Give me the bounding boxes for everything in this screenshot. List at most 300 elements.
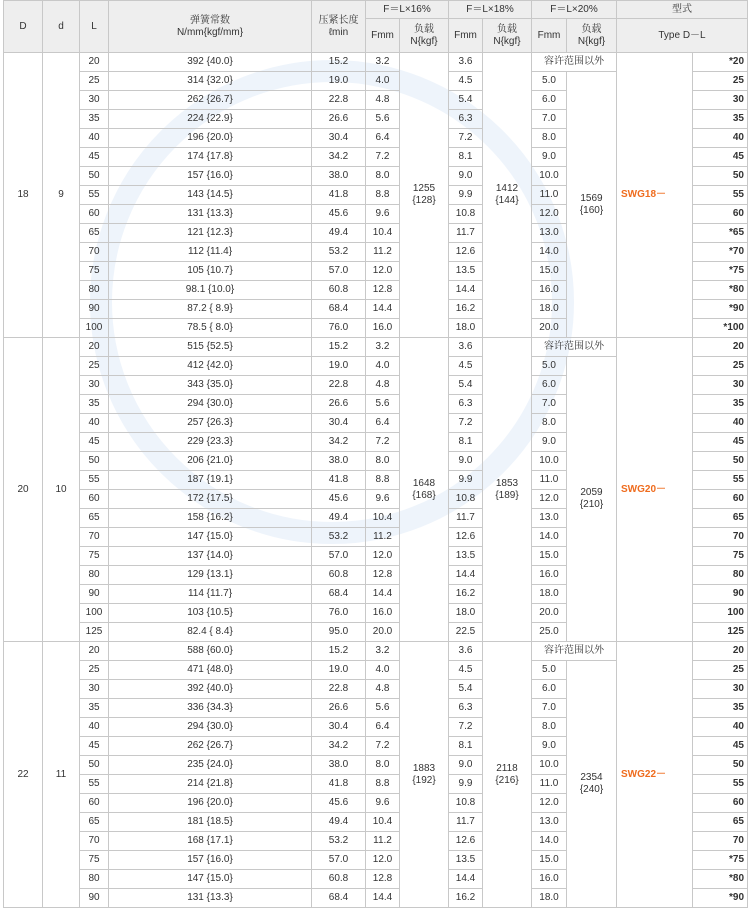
cell-fmm20: 6.0 xyxy=(532,91,567,110)
col-d-header: d xyxy=(43,1,80,53)
cell-fmm16: 10.4 xyxy=(366,813,400,832)
cell-fmm20: 10.0 xyxy=(532,756,567,775)
cell-d: 10 xyxy=(43,338,80,642)
cell-type: 50 xyxy=(693,167,748,186)
cell-L: 75 xyxy=(80,547,109,566)
cell-fmm16: 12.8 xyxy=(366,566,400,585)
cell-L: 45 xyxy=(80,148,109,167)
cell-compressed-length: 60.8 xyxy=(312,870,366,889)
cell-compressed-length: 26.6 xyxy=(312,699,366,718)
cell-spring-constant: 105 {10.7} xyxy=(109,262,312,281)
cell-spring-constant: 129 {13.1} xyxy=(109,566,312,585)
cell-fmm16: 9.6 xyxy=(366,490,400,509)
cell-type: *80 xyxy=(693,870,748,889)
cell-fmm16: 4.0 xyxy=(366,357,400,376)
cell-spring-constant: 588 {60.0} xyxy=(109,642,312,661)
cell-fmm20: 16.0 xyxy=(532,566,567,585)
cell-fmm20: 7.0 xyxy=(532,110,567,129)
compressed-length-symbol: ℓmin xyxy=(328,26,349,38)
cell-type: 70 xyxy=(693,528,748,547)
cell-type: 40 xyxy=(693,718,748,737)
cell-model: SWG20－ xyxy=(617,338,693,642)
cell-fmm18: 8.1 xyxy=(449,737,483,756)
cell-type: 60 xyxy=(693,490,748,509)
cell-spring-constant: 412 {42.0} xyxy=(109,357,312,376)
cell-fmm18: 22.5 xyxy=(449,623,483,642)
cell-fmm16: 4.8 xyxy=(366,376,400,395)
cell-spring-constant: 206 {21.0} xyxy=(109,452,312,471)
cell-compressed-length: 15.2 xyxy=(312,53,366,72)
cell-fmm18: 10.8 xyxy=(449,205,483,224)
cell-L: 25 xyxy=(80,661,109,680)
cell-L: 50 xyxy=(80,167,109,186)
cell-L: 35 xyxy=(80,395,109,414)
cell-fmm18: 9.9 xyxy=(449,775,483,794)
cell-fmm20: 9.0 xyxy=(532,433,567,452)
cell-spring-constant: 229 {23.3} xyxy=(109,433,312,452)
cell-fmm18: 10.8 xyxy=(449,794,483,813)
cell-load16 xyxy=(400,53,449,338)
cell-fmm18: 6.3 xyxy=(449,395,483,414)
cell-fmm18: 7.2 xyxy=(449,414,483,433)
cell-L: 45 xyxy=(80,737,109,756)
cell-compressed-length: 15.2 xyxy=(312,642,366,661)
cell-load20 xyxy=(567,72,617,338)
cell-fmm18: 4.5 xyxy=(449,72,483,91)
cell-L: 20 xyxy=(80,642,109,661)
cell-type: *20 xyxy=(693,53,748,72)
cell-L: 125 xyxy=(80,623,109,642)
cell-spring-constant: 174 {17.8} xyxy=(109,148,312,167)
cell-fmm20: 7.0 xyxy=(532,395,567,414)
cell-L: 90 xyxy=(80,889,109,908)
cell-spring-constant: 196 {20.0} xyxy=(109,794,312,813)
cell-fmm20: 11.0 xyxy=(532,471,567,490)
cell-fmm16: 12.0 xyxy=(366,547,400,566)
cell-compressed-length: 34.2 xyxy=(312,737,366,756)
cell-L: 35 xyxy=(80,699,109,718)
col-f18-header: F＝L×18% xyxy=(449,1,532,19)
col-D-header: D xyxy=(4,1,43,53)
cell-load18 xyxy=(483,53,532,338)
cell-fmm20: 12.0 xyxy=(532,794,567,813)
cell-spring-constant: 336 {34.3} xyxy=(109,699,312,718)
load20-header xyxy=(567,19,617,53)
cell-type: 40 xyxy=(693,129,748,148)
cell-compressed-length: 45.6 xyxy=(312,205,366,224)
cell-compressed-length: 41.8 xyxy=(312,775,366,794)
cell-fmm18: 14.4 xyxy=(449,281,483,300)
cell-L: 80 xyxy=(80,870,109,889)
cell-L: 65 xyxy=(80,224,109,243)
cell-spring-constant: 78.5 { 8.0} xyxy=(109,319,312,338)
cell-fmm20: 6.0 xyxy=(532,376,567,395)
cell-fmm16: 9.6 xyxy=(366,205,400,224)
load16-kgf: {128} xyxy=(412,195,436,206)
load20-title: 负载 xyxy=(581,23,602,35)
load18-kgf: {216} xyxy=(495,774,519,786)
cell-fmm18: 9.0 xyxy=(449,167,483,186)
cell-out-of-range: 容许范围以外 xyxy=(532,338,617,357)
cell-type: *80 xyxy=(693,281,748,300)
cell-fmm18: 13.5 xyxy=(449,262,483,281)
cell-compressed-length: 49.4 xyxy=(312,813,366,832)
cell-compressed-length: 57.0 xyxy=(312,547,366,566)
cell-type: 40 xyxy=(693,414,748,433)
cell-spring-constant: 392 {40.0} xyxy=(109,680,312,699)
fmm16-header: Fmm xyxy=(366,19,400,53)
cell-fmm18: 18.0 xyxy=(449,604,483,623)
cell-spring-constant: 103 {10.5} xyxy=(109,604,312,623)
load18-header xyxy=(483,19,532,53)
load16-kgf: {192} xyxy=(412,774,436,786)
cell-type: 20 xyxy=(693,338,748,357)
col-f20-header: F＝L×20% xyxy=(532,1,617,19)
load18-title: 负载 xyxy=(497,23,517,35)
cell-fmm20: 9.0 xyxy=(532,148,567,167)
cell-load18 xyxy=(483,642,532,908)
cell-spring-constant: 294 {30.0} xyxy=(109,718,312,737)
cell-L: 20 xyxy=(80,53,109,72)
cell-compressed-length: 49.4 xyxy=(312,509,366,528)
cell-spring-constant: 114 {11.7} xyxy=(109,585,312,604)
cell-fmm20: 5.0 xyxy=(532,357,567,376)
cell-type: 35 xyxy=(693,110,748,129)
cell-fmm18: 12.6 xyxy=(449,528,483,547)
cell-L: 50 xyxy=(80,756,109,775)
cell-spring-constant: 196 {20.0} xyxy=(109,129,312,148)
cell-compressed-length: 19.0 xyxy=(312,661,366,680)
type-subheader: Type D－L xyxy=(617,19,748,53)
cell-compressed-length: 30.4 xyxy=(312,129,366,148)
cell-fmm20: 14.0 xyxy=(532,243,567,262)
load18-value: 1412 xyxy=(495,183,519,194)
cell-type: 90 xyxy=(693,585,748,604)
cell-spring-constant: 158 {16.2} xyxy=(109,509,312,528)
cell-fmm16: 4.8 xyxy=(366,91,400,110)
cell-type: 50 xyxy=(693,756,748,775)
cell-out-of-range: 容许范围以外 xyxy=(532,53,617,72)
cell-spring-constant: 172 {17.5} xyxy=(109,490,312,509)
cell-fmm16: 7.2 xyxy=(366,433,400,452)
cell-spring-constant: 168 {17.1} xyxy=(109,832,312,851)
load20-value: 1569 xyxy=(580,192,603,204)
cell-fmm20: 8.0 xyxy=(532,718,567,737)
cell-fmm18: 6.3 xyxy=(449,699,483,718)
cell-fmm20: 25.0 xyxy=(532,623,567,642)
cell-L: 75 xyxy=(80,262,109,281)
cell-fmm18: 5.4 xyxy=(449,680,483,699)
cell-fmm18: 9.9 xyxy=(449,471,483,490)
cell-fmm20: 6.0 xyxy=(532,680,567,699)
cell-type: 80 xyxy=(693,566,748,585)
cell-fmm18: 5.4 xyxy=(449,91,483,110)
cell-L: 70 xyxy=(80,528,109,547)
cell-fmm16: 12.8 xyxy=(366,870,400,889)
cell-compressed-length: 22.8 xyxy=(312,680,366,699)
table-row xyxy=(4,53,748,72)
cell-L: 40 xyxy=(80,414,109,433)
cell-fmm20: 15.0 xyxy=(532,547,567,566)
cell-spring-constant: 187 {19.1} xyxy=(109,471,312,490)
cell-L: 35 xyxy=(80,110,109,129)
cell-type: 30 xyxy=(693,376,748,395)
cell-fmm16: 3.2 xyxy=(366,53,400,72)
cell-type: 50 xyxy=(693,452,748,471)
cell-type: 70 xyxy=(693,832,748,851)
cell-fmm16: 6.4 xyxy=(366,414,400,433)
cell-fmm20: 15.0 xyxy=(532,851,567,870)
cell-fmm18: 11.7 xyxy=(449,224,483,243)
cell-fmm18: 8.1 xyxy=(449,433,483,452)
cell-fmm20: 10.0 xyxy=(532,167,567,186)
cell-L: 80 xyxy=(80,281,109,300)
cell-fmm20: 11.0 xyxy=(532,775,567,794)
cell-fmm18: 12.6 xyxy=(449,832,483,851)
cell-compressed-length: 41.8 xyxy=(312,471,366,490)
cell-fmm18: 7.2 xyxy=(449,718,483,737)
load16-header xyxy=(400,19,449,53)
cell-L: 50 xyxy=(80,452,109,471)
cell-fmm16: 11.2 xyxy=(366,243,400,262)
load16-value: 1255 xyxy=(412,183,436,194)
cell-fmm16: 6.4 xyxy=(366,129,400,148)
cell-fmm20: 18.0 xyxy=(532,585,567,604)
cell-fmm18: 3.6 xyxy=(449,338,483,357)
cell-compressed-length: 57.0 xyxy=(312,851,366,870)
load18-unit: N{kgf} xyxy=(493,35,521,47)
cell-compressed-length: 30.4 xyxy=(312,718,366,737)
cell-type: 65 xyxy=(693,509,748,528)
cell-fmm18: 14.4 xyxy=(449,566,483,585)
load20-value: 2059 xyxy=(580,487,603,498)
cell-type: 25 xyxy=(693,72,748,91)
cell-fmm20: 5.0 xyxy=(532,661,567,680)
cell-fmm18: 3.6 xyxy=(449,53,483,72)
load16-kgf: {168} xyxy=(412,489,436,501)
cell-type: *90 xyxy=(693,300,748,319)
col-type-header: 型式 xyxy=(617,1,748,19)
table-row xyxy=(4,642,748,661)
cell-fmm20: 14.0 xyxy=(532,832,567,851)
cell-fmm16: 12.0 xyxy=(366,262,400,281)
cell-compressed-length: 53.2 xyxy=(312,528,366,547)
cell-compressed-length: 38.0 xyxy=(312,167,366,186)
cell-L: 30 xyxy=(80,680,109,699)
cell-compressed-length: 22.8 xyxy=(312,91,366,110)
cell-spring-constant: 224 {22.9} xyxy=(109,110,312,129)
cell-L: 55 xyxy=(80,186,109,205)
cell-fmm20: 13.0 xyxy=(532,509,567,528)
cell-spring-constant: 147 {15.0} xyxy=(109,528,312,547)
spec-table-body xyxy=(4,53,748,908)
cell-compressed-length: 53.2 xyxy=(312,832,366,851)
cell-L: 70 xyxy=(80,243,109,262)
cell-L: 60 xyxy=(80,490,109,509)
load16-unit: N{kgf} xyxy=(410,35,438,47)
cell-type: 35 xyxy=(693,395,748,414)
cell-fmm18: 9.0 xyxy=(449,452,483,471)
cell-type: 55 xyxy=(693,471,748,490)
cell-fmm20: 8.0 xyxy=(532,129,567,148)
cell-fmm20: 7.0 xyxy=(532,699,567,718)
cell-compressed-length: 76.0 xyxy=(312,319,366,338)
cell-type: 30 xyxy=(693,680,748,699)
cell-D: 18 xyxy=(4,53,43,338)
cell-type: 100 xyxy=(693,604,748,623)
load18-value: 1853 xyxy=(495,477,519,489)
cell-fmm20: 13.0 xyxy=(532,224,567,243)
col-spring-constant-header xyxy=(109,1,312,53)
cell-compressed-length: 34.2 xyxy=(312,148,366,167)
cell-compressed-length: 60.8 xyxy=(312,566,366,585)
cell-D: 20 xyxy=(4,338,43,642)
cell-L: 90 xyxy=(80,300,109,319)
load20-kgf: {160} xyxy=(579,204,604,216)
col-compressed-length-header xyxy=(312,1,366,53)
cell-fmm16: 10.4 xyxy=(366,509,400,528)
cell-L: 100 xyxy=(80,319,109,338)
cell-type: *75 xyxy=(693,262,748,281)
cell-L: 55 xyxy=(80,775,109,794)
cell-fmm16: 7.2 xyxy=(366,737,400,756)
cell-compressed-length: 53.2 xyxy=(312,243,366,262)
cell-fmm16: 5.6 xyxy=(366,699,400,718)
cell-spring-constant: 515 {52.5} xyxy=(109,338,312,357)
spring-constant-unit: N/mm{kgf/mm} xyxy=(176,26,244,38)
cell-fmm16: 8.8 xyxy=(366,775,400,794)
load18-kgf: {144} xyxy=(495,195,519,206)
cell-L: 40 xyxy=(80,718,109,737)
cell-type: *75 xyxy=(693,851,748,870)
cell-spring-constant: 157 {16.0} xyxy=(109,851,312,870)
load20-value: 2354 xyxy=(580,772,603,783)
cell-D: 22 xyxy=(4,642,43,908)
cell-fmm18: 10.8 xyxy=(449,490,483,509)
cell-fmm16: 10.4 xyxy=(366,224,400,243)
cell-fmm18: 13.5 xyxy=(449,547,483,566)
cell-type: 55 xyxy=(693,186,748,205)
cell-L: 75 xyxy=(80,851,109,870)
cell-compressed-length: 68.4 xyxy=(312,300,366,319)
cell-fmm18: 16.2 xyxy=(449,889,483,908)
cell-type: 60 xyxy=(693,794,748,813)
cell-fmm18: 18.0 xyxy=(449,319,483,338)
cell-fmm20: 20.0 xyxy=(532,319,567,338)
cell-fmm16: 4.0 xyxy=(366,661,400,680)
cell-model: SWG18－ xyxy=(617,53,693,338)
cell-fmm16: 14.4 xyxy=(366,889,400,908)
cell-fmm20: 18.0 xyxy=(532,889,567,908)
cell-L: 65 xyxy=(80,813,109,832)
spring-spec-table xyxy=(3,0,748,908)
cell-spring-constant: 131 {13.3} xyxy=(109,205,312,224)
cell-fmm20: 18.0 xyxy=(532,300,567,319)
cell-fmm20: 11.0 xyxy=(532,186,567,205)
cell-fmm18: 7.2 xyxy=(449,129,483,148)
cell-fmm16: 4.0 xyxy=(366,72,400,91)
cell-fmm16: 11.2 xyxy=(366,528,400,547)
cell-fmm16: 9.6 xyxy=(366,794,400,813)
cell-fmm20: 12.0 xyxy=(532,205,567,224)
cell-spring-constant: 157 {16.0} xyxy=(109,167,312,186)
cell-fmm16: 20.0 xyxy=(366,623,400,642)
load18-value: 2118 xyxy=(496,762,518,774)
cell-fmm16: 11.2 xyxy=(366,832,400,851)
cell-fmm16: 16.0 xyxy=(366,604,400,623)
cell-type: *90 xyxy=(693,889,748,908)
cell-compressed-length: 76.0 xyxy=(312,604,366,623)
load20-unit: N{kgf} xyxy=(577,35,606,47)
cell-fmm20: 14.0 xyxy=(532,528,567,547)
cell-fmm18: 16.2 xyxy=(449,300,483,319)
table-row xyxy=(4,338,748,357)
cell-fmm18: 3.6 xyxy=(449,642,483,661)
cell-load16 xyxy=(400,338,449,642)
cell-fmm20: 20.0 xyxy=(532,604,567,623)
cell-fmm18: 4.5 xyxy=(449,661,483,680)
cell-spring-constant: 87.2 { 8.9} xyxy=(109,300,312,319)
cell-type: 25 xyxy=(693,357,748,376)
cell-compressed-length: 34.2 xyxy=(312,433,366,452)
cell-L: 60 xyxy=(80,794,109,813)
cell-type: 45 xyxy=(693,737,748,756)
fmm18-header: Fmm xyxy=(449,19,483,53)
cell-fmm16: 8.0 xyxy=(366,167,400,186)
cell-L: 25 xyxy=(80,72,109,91)
cell-compressed-length: 26.6 xyxy=(312,110,366,129)
cell-spring-constant: 98.1 {10.0} xyxy=(109,281,312,300)
load16-title: 负载 xyxy=(414,23,434,35)
cell-type: 65 xyxy=(693,813,748,832)
cell-fmm16: 3.2 xyxy=(366,642,400,661)
load16-value: 1648 xyxy=(412,477,436,489)
cell-spring-constant: 137 {14.0} xyxy=(109,547,312,566)
cell-fmm18: 4.5 xyxy=(449,357,483,376)
cell-model: SWG22－ xyxy=(617,642,693,908)
cell-fmm20: 16.0 xyxy=(532,870,567,889)
cell-compressed-length: 15.2 xyxy=(312,338,366,357)
cell-spring-constant: 181 {18.5} xyxy=(109,813,312,832)
cell-spring-constant: 214 {21.8} xyxy=(109,775,312,794)
cell-L: 45 xyxy=(80,433,109,452)
cell-fmm18: 9.9 xyxy=(449,186,483,205)
cell-type: 125 xyxy=(693,623,748,642)
cell-type: 45 xyxy=(693,148,748,167)
cell-compressed-length: 19.0 xyxy=(312,357,366,376)
cell-fmm16: 14.4 xyxy=(366,300,400,319)
cell-type: *70 xyxy=(693,243,748,262)
cell-type: 25 xyxy=(693,661,748,680)
cell-fmm20: 9.0 xyxy=(532,737,567,756)
fmm20-header: Fmm xyxy=(532,19,567,53)
col-f16-header: F＝L×16% xyxy=(366,1,449,19)
compressed-length-title: 压紧长度 xyxy=(318,14,359,26)
cell-L: 55 xyxy=(80,471,109,490)
cell-fmm16: 8.0 xyxy=(366,756,400,775)
cell-type: 30 xyxy=(693,91,748,110)
cell-compressed-length: 95.0 xyxy=(312,623,366,642)
cell-fmm18: 11.7 xyxy=(449,509,483,528)
cell-spring-constant: 471 {48.0} xyxy=(109,661,312,680)
cell-fmm16: 12.0 xyxy=(366,851,400,870)
cell-spring-constant: 147 {15.0} xyxy=(109,870,312,889)
cell-type: 75 xyxy=(693,547,748,566)
cell-L: 30 xyxy=(80,91,109,110)
cell-compressed-length: 26.6 xyxy=(312,395,366,414)
load20-kgf: {240} xyxy=(579,784,604,795)
cell-load18 xyxy=(483,338,532,642)
